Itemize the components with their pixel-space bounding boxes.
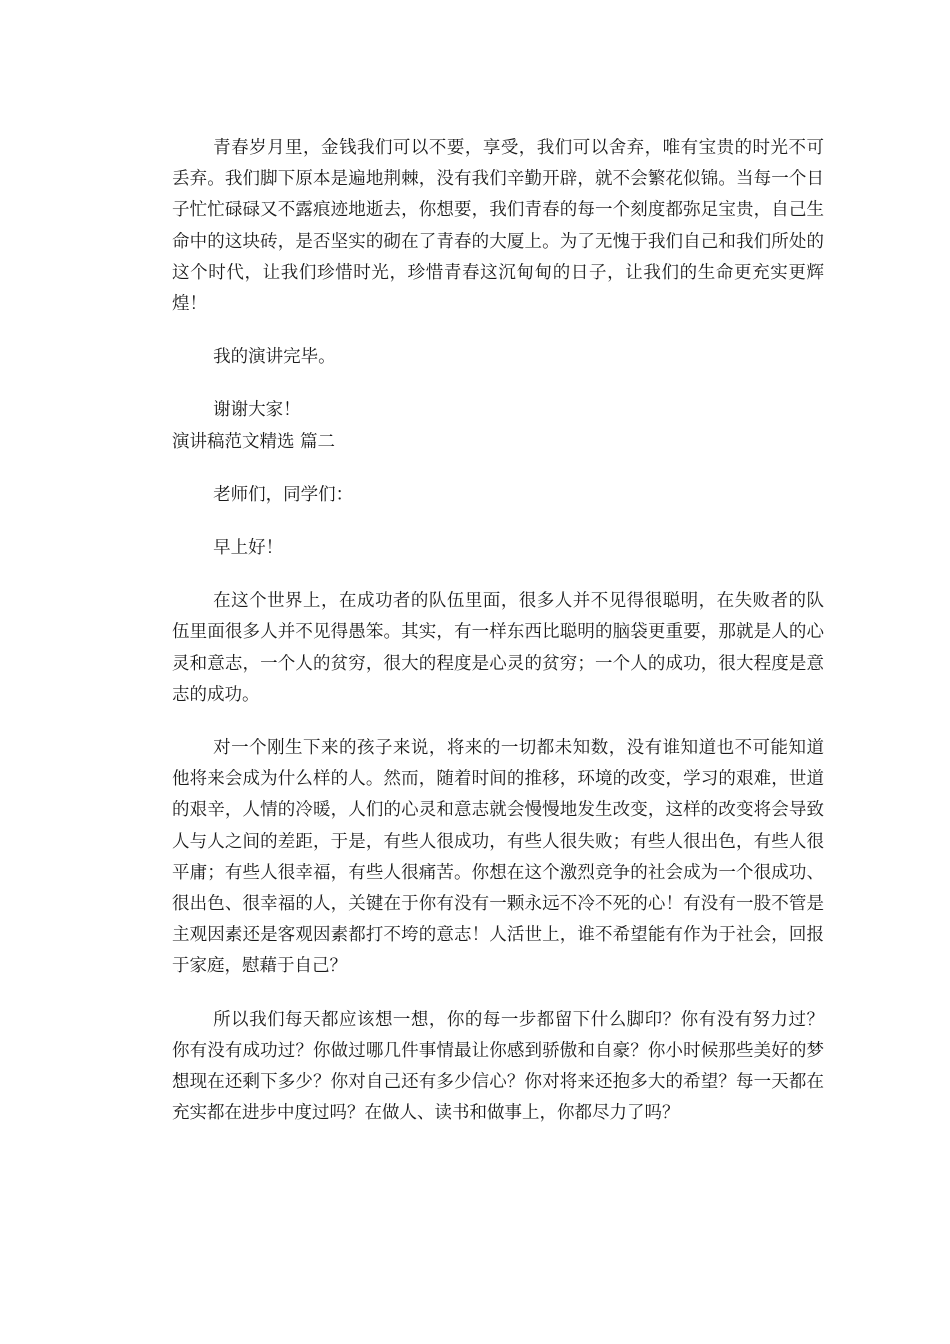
paragraph-salutation: 老师们，同学们： — [213, 484, 354, 505]
paragraph-newborn-child: 对一个刚生下来的孩子来说，将来的一切都未知数，没有谁知道也不可能知道他将来会成为什么样的人。然而，随着时间的推移，环境的改变，学习的艰难，世道的艰辛，人情的冷暖，人们的心灵和意志就会慢慢地发生改变，这样的改变将会导致人与人之间的差距，于是，有些人很成功，有些人很失败；有些人很出色，有些人很平庸；有些人很幸福，有些人很痛苦。你想在这个激烈竞争的社会成为一个很成功、很出色、很幸福的人，关键在于你有没有一颗永远不冷不死的心！有没有一股不管是主观因素还是客观因素都打不垮的意志！人活世上，谁不希望能有作为于社会，回报于家庭，慰藉于自己？ — [172, 738, 824, 977]
section-heading: 演讲稿范文精选 篇二 — [172, 431, 336, 452]
paragraph-greeting: 早上好！ — [213, 538, 284, 559]
document-body — [172, 133, 824, 1129]
paragraph-cherish-youth: 青春岁月里，金钱我们可以不要，享受，我们可以舍弃，唯有宝贵的时光不可丢弃。我们脚下原本是遍地荆棘，没有我们辛勤开辟，就不会繁花似锦。当每一个日子忙忙碌碌又不露痕迹地逝去，你想要，我们青春的每一个刻度都弥足宝贵，自己生命中的这块砖，是否坚实的砌在了青春的大厦上。为了无愧于我们自己和我们所处的这个时代，让我们珍惜时光，珍惜青春这沉甸甸的日子，让我们的生命更充实更辉煌！ — [172, 138, 824, 315]
paragraph-speech-end: 我的演讲完毕。 — [213, 347, 336, 368]
paragraph-daily-reflection: 所以我们每天都应该想一想，你的每一步都留下什么脚印？你有没有努力过？你有没有成功过？你做过哪几件事情最让你感到骄傲和自豪？你小时候那些美好的梦想现在还剩下多少？你对自己还有多少信心？你对将来还抱多大的希望？每一天都在充实都在进步中度过吗？在做人、读书和做事上，你都尽力了吗？ — [172, 1009, 824, 1124]
paragraph-success-and-will: 在这个世界上，在成功者的队伍里面，很多人并不见得很聪明，在失败者的队伍里面很多人并不见得愚笨。其实，有一样东西比聪明的脑袋更重要，那就是人的心灵和意志，一个人的贫穷，很大的程度是心灵的贫穷；一个人的成功，很大程度是意志的成功。 — [172, 591, 824, 705]
paragraph-thanks: 谢谢大家！ — [213, 400, 301, 421]
